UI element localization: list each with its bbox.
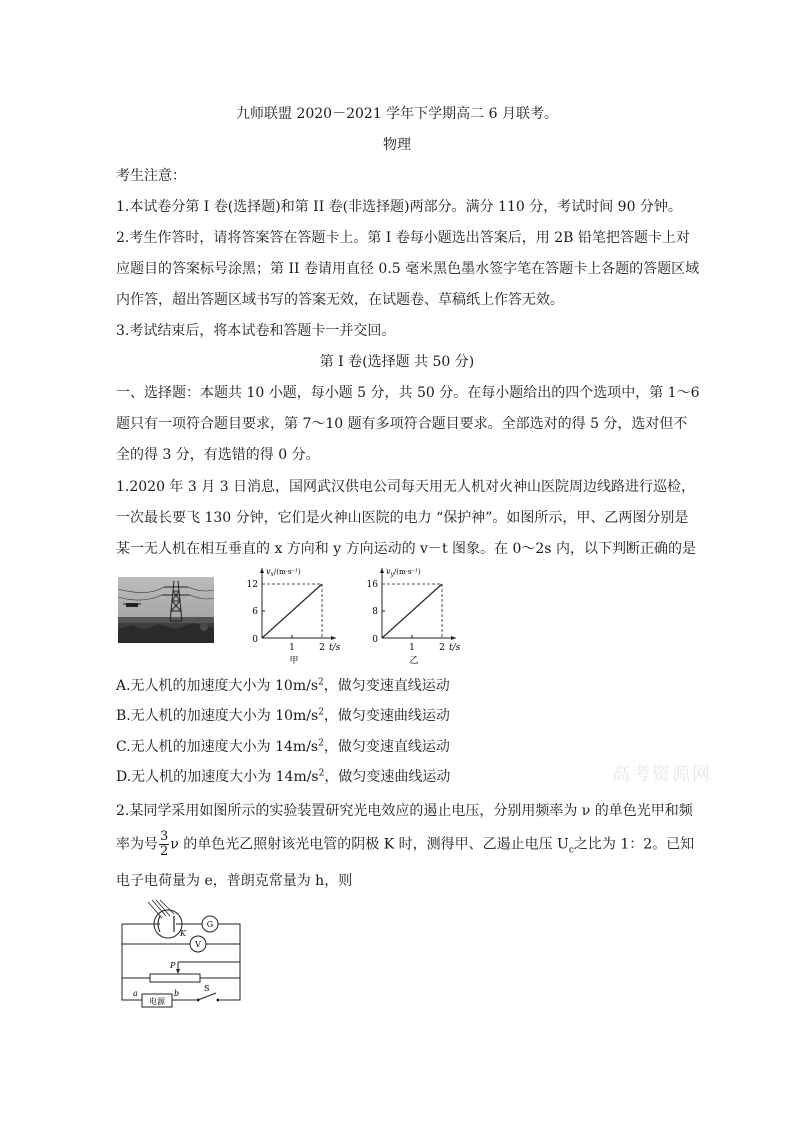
q2-line-1: 2.某同学采用如图所示的实验装置研究光电效应的遏止电压，分别用频率为 ν 的单色光甲和频	[116, 803, 693, 819]
x-axis-label: t/s	[449, 643, 461, 653]
notice-item-2-line-1: 2.考生作答时，请将答案答在答题卡上。第 I 卷每小题选出答案后，用 2B 铅笔把答题卡上对	[116, 230, 690, 246]
q1-line-3: 某一无人机在相互垂直的 x 方向和 y 方向运动的 v－t 图象。在 0～2s 内，以下判断正确的是	[116, 541, 696, 557]
slider-label: P	[170, 961, 176, 970]
x-tick-1: 1	[409, 643, 415, 653]
fraction-three-halves: $\frac{3}{2}$	[160, 829, 169, 859]
watermark: 高考资源网	[612, 764, 712, 785]
notice-item-1: 1.本试卷分第 I 卷(选择题)和第 II 卷(非选择题)两部分。满分 110 分，考试时间 90 分钟。	[116, 199, 682, 215]
series-line	[382, 584, 442, 638]
rheostat	[150, 974, 200, 982]
x-axis-label: t/s	[329, 643, 341, 653]
part1-title: 第 I 卷(选择题 共 50 分)	[319, 354, 475, 370]
x-axis-arrow	[331, 636, 336, 640]
y-tick-6: 6	[252, 607, 258, 617]
photoelectric-circuit-diagram	[116, 900, 246, 1024]
x-tick-2: 2	[319, 643, 325, 653]
notice-item-3: 3.考试结束后，将本试卷和答题卡一并交回。	[116, 323, 396, 339]
terminal-a-label: a	[133, 989, 138, 998]
voltmeter-label: V	[195, 940, 201, 949]
slider-arrow	[176, 969, 180, 974]
part1-intro-line-1: 一、选择题：本题共 10 小题，每小题 5 分，共 50 分。在每小题给出的四个选项中，第 1～6	[116, 385, 700, 401]
drone-photo	[118, 577, 214, 643]
q1-option-c: C.无人机的加速度大小为 $14m/s^2$，做匀变速直线运动	[116, 738, 450, 755]
q1-line-1: 1.2020 年 3 月 3 日消息，国网武汉供电公司每天用无人机对火神山医院周边线路进行巡检，	[116, 479, 696, 495]
power-source-label: 电源	[149, 997, 165, 1006]
y-axis-arrow	[260, 568, 264, 573]
x-tick-1: 1	[289, 643, 295, 653]
graph-caption: 甲	[289, 656, 299, 666]
y-axis-label: $v_y/(m\cdot s^{-1})$	[386, 567, 421, 578]
switch	[198, 993, 216, 1000]
notice-item-2-line-3: 内作答，超出答题区域书写的答案无效，在试题卷、草稿纸上作答无效。	[116, 292, 564, 308]
cathode-label: K	[180, 929, 186, 938]
vx-t-graph-jia	[240, 562, 341, 670]
y-axis-arrow	[380, 568, 384, 573]
notice-heading: 考生注意：	[116, 168, 186, 184]
series-line	[262, 584, 322, 638]
notice-item-2-line-2: 应题目的答案标号涂黑；第 II 卷请用直径 0.5 毫米黑色墨水签字笔在答题卡上各题的答题区域	[116, 261, 700, 277]
q1-option-b: B.无人机的加速度大小为 $10m/s^2$，做匀变速曲线运动	[116, 707, 450, 724]
part1-intro-line-3: 全的得 3 分，有选错的得 0 分。	[116, 447, 320, 463]
part1-intro-line-2: 题只有一项符合题目要求，第 7～10 题有多项符合题目要求。全部选对的得 5 分，选对但不	[116, 416, 688, 432]
y-tick-8: 8	[372, 607, 378, 617]
x-tick-2: 2	[439, 643, 445, 653]
q1-option-a: A.无人机的加速度大小为 $10m/s^2$，做匀变速直线运动	[116, 677, 450, 694]
terminal-b-label: b	[174, 989, 180, 998]
subject-title: 物理	[383, 137, 411, 153]
graph-caption: 乙	[409, 656, 419, 666]
y-tick-0: 0	[252, 635, 258, 645]
y-tick-16: 16	[366, 580, 378, 590]
y-tick-12: 12	[246, 580, 258, 590]
x-axis-arrow	[451, 636, 456, 640]
exam-title: 九师联盟 2020－2021 学年下学期高二 6 月联考。	[236, 106, 558, 122]
y-axis-label: $v_x/(m\cdot s^{-1})$	[266, 567, 301, 578]
y-tick-0: 0	[372, 635, 378, 645]
q2-line-2: 率为号 $\frac{3}{2}$ ν 的单色光乙照射该光电管的阴极 K 时，测得甲、乙遏止电压 $U_c$之比为 1：2。已知	[116, 829, 695, 859]
q1-option-d: D.无人机的加速度大小为 $14m/s^2$，做匀变速曲线运动	[116, 768, 451, 785]
vy-t-graph-yi	[360, 562, 461, 670]
q2-line-3: 电子电荷量为 e，普朗克常量为 h，则	[116, 873, 353, 889]
switch-label: S	[204, 984, 210, 993]
galvanometer-label: G	[206, 920, 214, 929]
q1-line-2: 一次最长要飞 130 分钟，它们是火神山医院的电力 “保护神”。如图所示，甲、乙两图分别是	[116, 510, 689, 526]
